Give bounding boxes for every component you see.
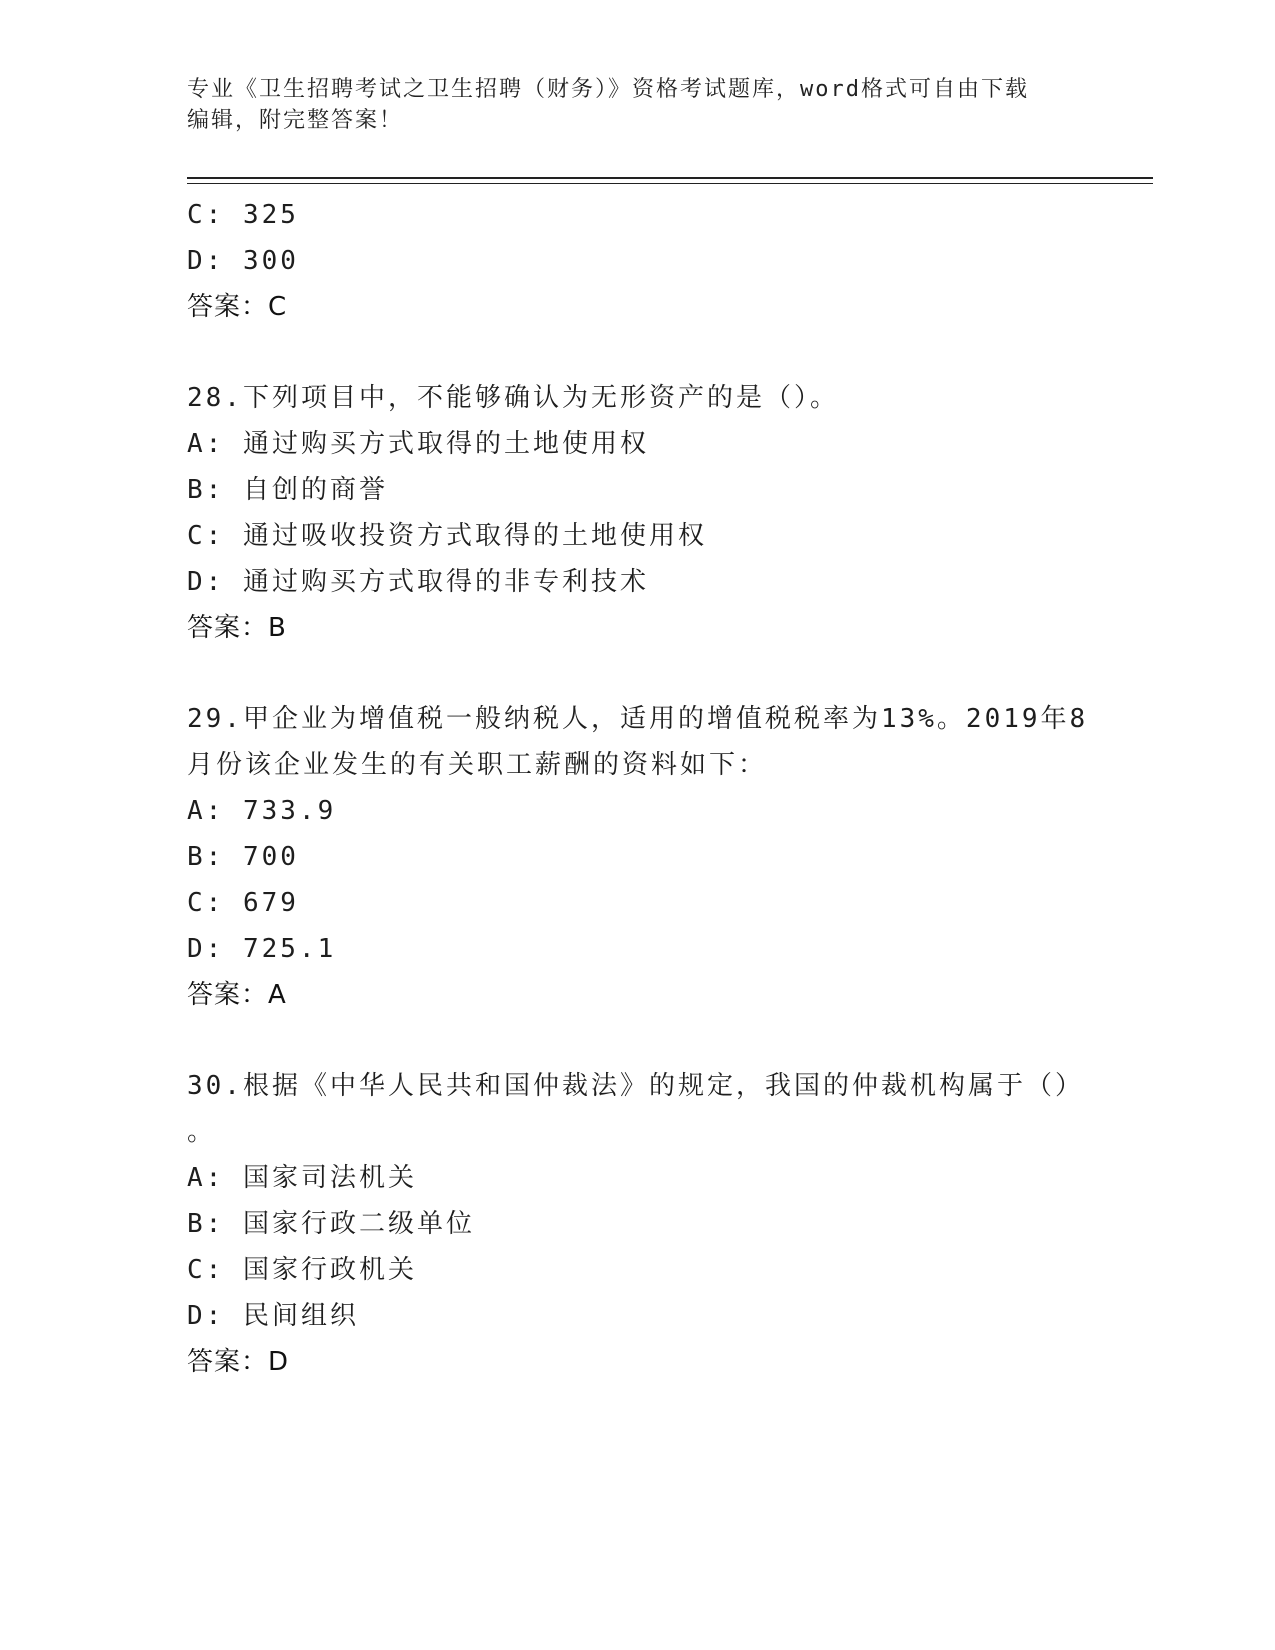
- option-c: C: 325: [187, 200, 299, 230]
- question-stem-line-1: 30.根据《中华人民共和国仲裁法》的规定，我国的仲裁机构属于（）: [187, 1071, 1084, 1101]
- option-b: B: 国家行政二级单位: [187, 1209, 475, 1239]
- option-a: A: 733.9: [187, 796, 337, 826]
- header-line-1: 专业《卫生招聘考试之卫生招聘（财务）》资格考试题库，word格式可自由下载: [187, 77, 1029, 102]
- option-c: C: 通过吸收投资方式取得的土地使用权: [187, 521, 707, 551]
- option-d: D: 民间组织: [187, 1301, 359, 1331]
- option-d: D: 725.1: [187, 934, 337, 964]
- question-28: [187, 375, 1087, 651]
- header-line-2: 编辑，附完整答案！: [187, 108, 404, 133]
- question-list: [187, 192, 1087, 1385]
- option-c: C: 679: [187, 888, 299, 918]
- answer-line: 答案：C: [187, 292, 288, 322]
- option-b: B: 自创的商誉: [187, 475, 388, 505]
- option-d: D: 300: [187, 246, 299, 276]
- spacer: [187, 651, 1087, 696]
- answer-line: 答案：B: [187, 613, 287, 643]
- question-stem-line-2: 。: [187, 1117, 217, 1147]
- option-a: A: 国家司法机关: [187, 1163, 417, 1193]
- header-divider-thin: [187, 183, 1153, 184]
- option-d: D: 通过购买方式取得的非专利技术: [187, 567, 649, 597]
- question-29: [187, 696, 1087, 1018]
- question-stem: 28.下列项目中，不能够确认为无形资产的是（）。: [187, 383, 839, 413]
- answer-line: 答案：A: [187, 980, 287, 1010]
- question-stem-line-1: 29.甲企业为增值税一般纳税人，适用的增值税税率为13%。2019年8: [187, 704, 1089, 734]
- spacer: [187, 1018, 1087, 1063]
- question-stem-line-2: 月份该企业发生的有关职工薪酬的资料如下：: [187, 750, 768, 780]
- option-a: A: 通过购买方式取得的土地使用权: [187, 429, 649, 459]
- document-header: [187, 74, 1067, 136]
- header-divider-thick: [187, 177, 1153, 179]
- question-30: [187, 1063, 1087, 1385]
- question-27-tail: [187, 192, 1087, 330]
- answer-line: 答案：D: [187, 1347, 290, 1377]
- option-b: B: 700: [187, 842, 299, 872]
- spacer: [187, 330, 1087, 375]
- option-c: C: 国家行政机关: [187, 1255, 417, 1285]
